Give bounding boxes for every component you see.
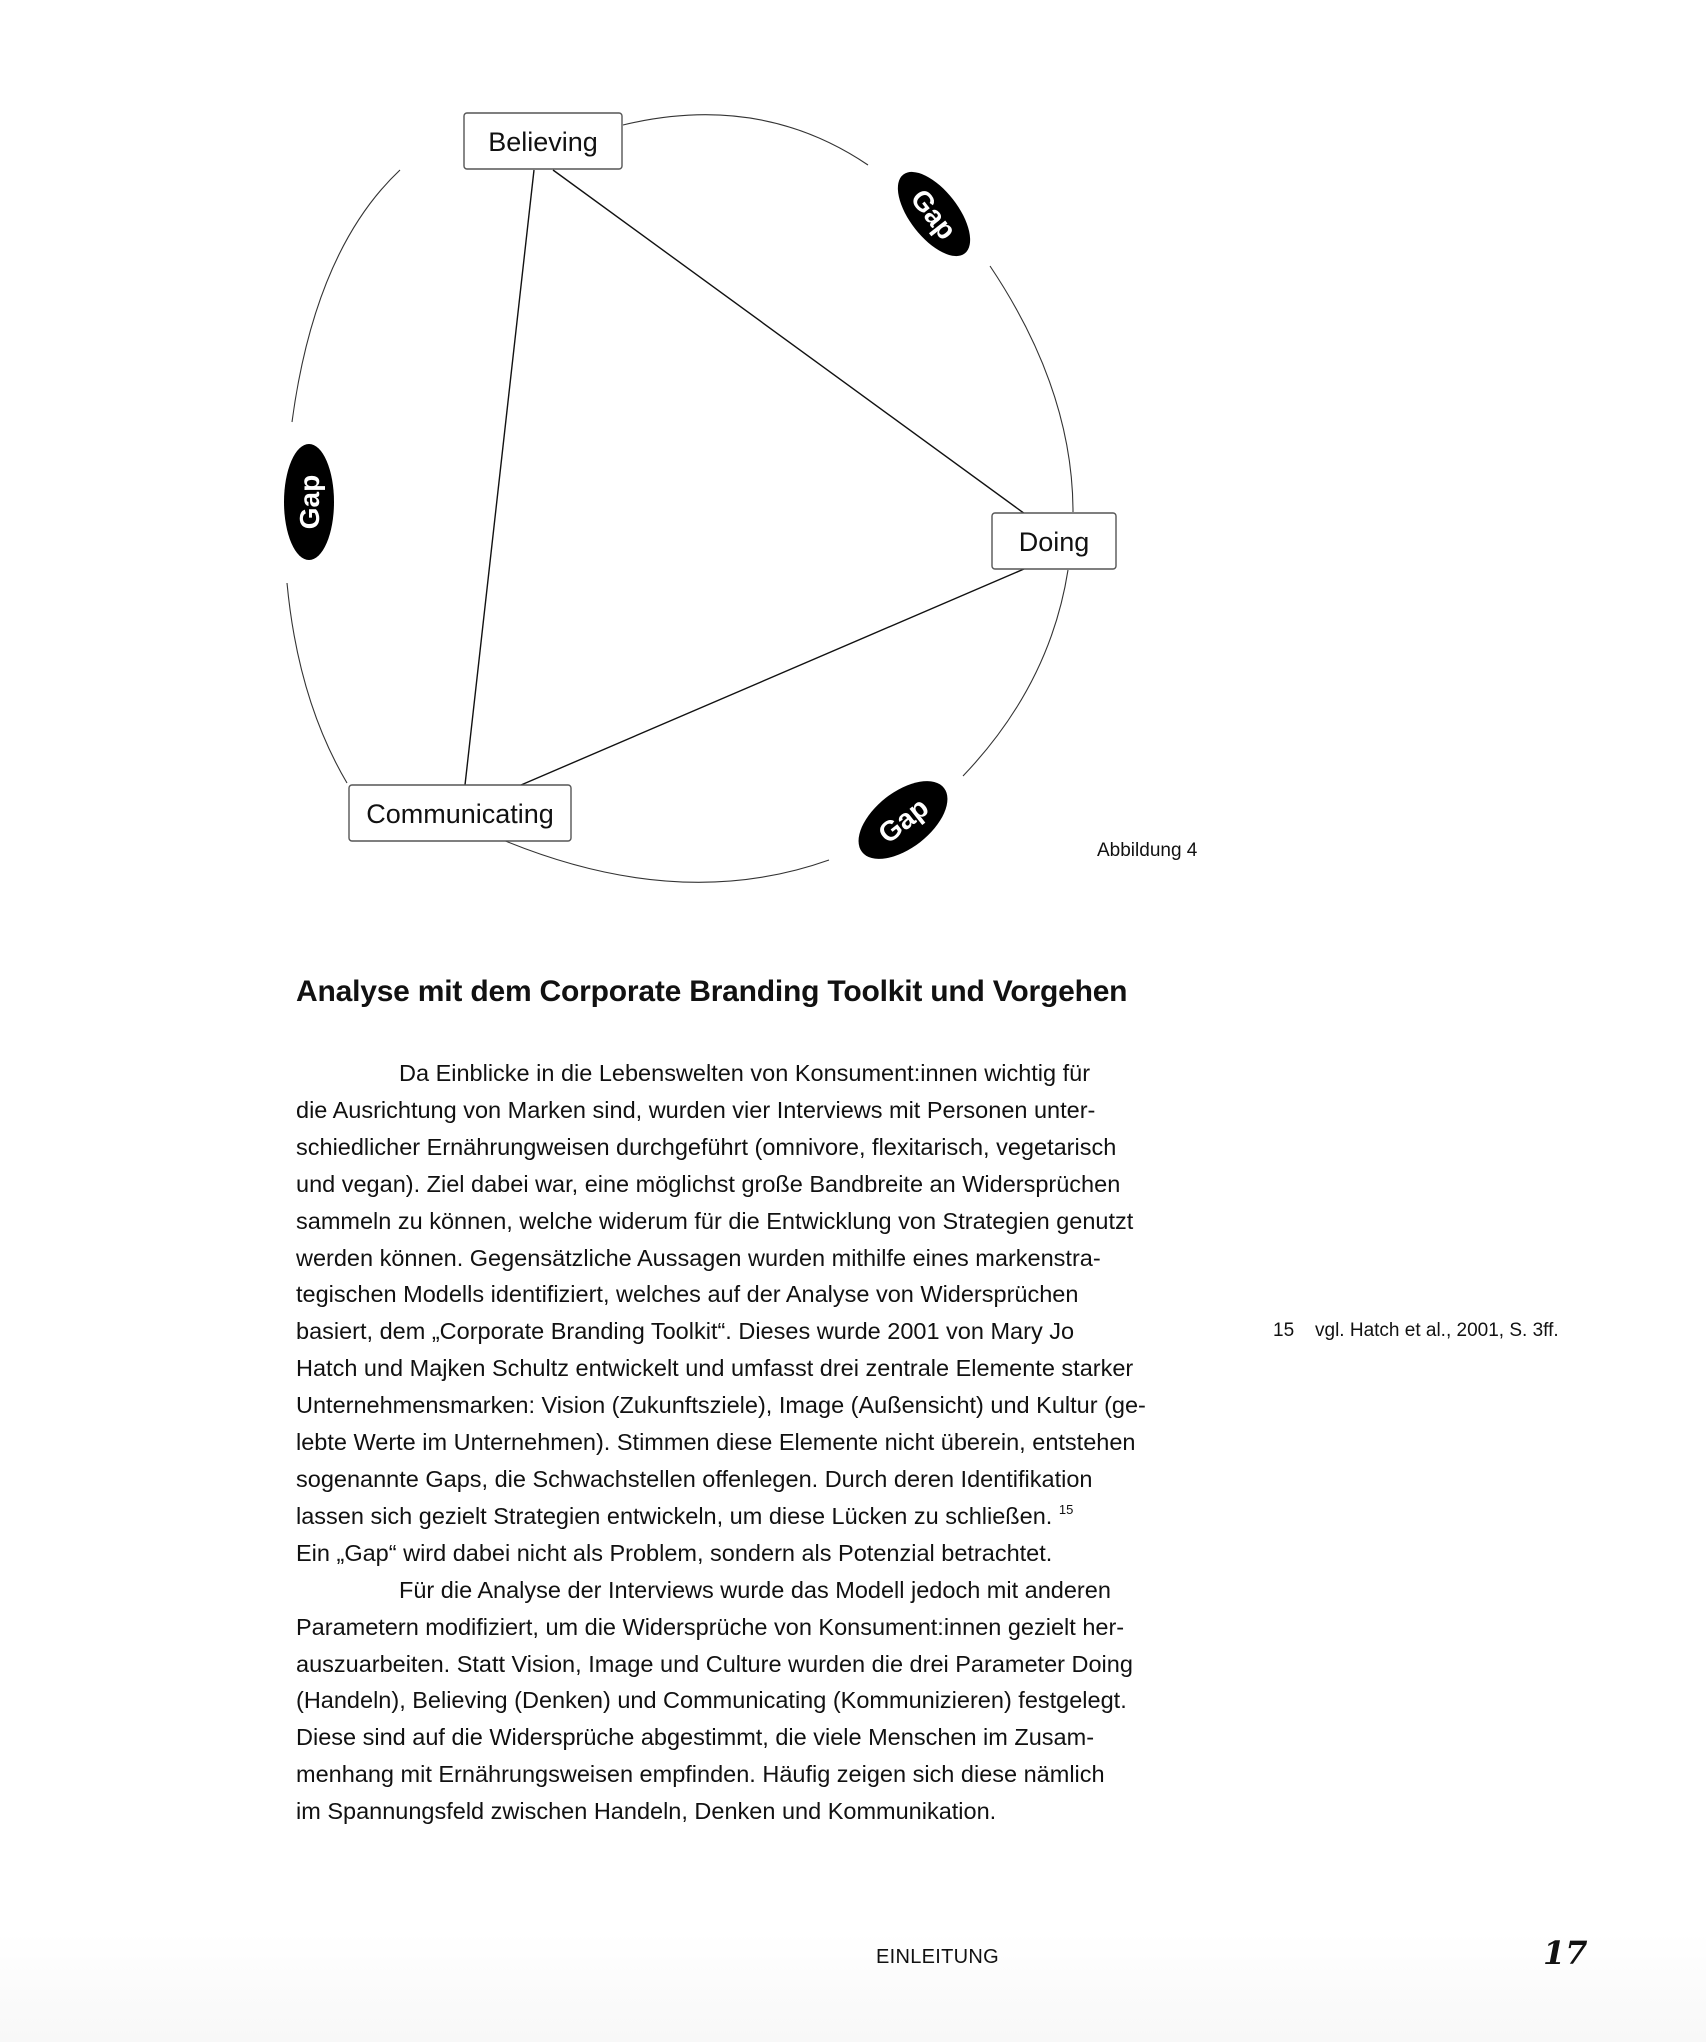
gap-model-diagram	[0, 0, 1706, 900]
node-believing-label: Believing	[488, 127, 598, 157]
paragraph-1-line: Ein „Gap“ wird dabei nicht als Problem, sondern als Potenzial betrachtet.	[296, 1539, 1053, 1566]
page-number: 17	[1543, 1934, 1588, 1972]
node-doing-label: Doing	[1018, 527, 1090, 557]
paragraph-1-line: Hatch und Majken Schultz entwickelt und umfasst drei zentrale Elemente starker	[296, 1355, 1134, 1382]
paragraph-2-line: (Handeln), Believing (Denken) und Communicating (Kommunizieren) festgelegt.	[296, 1687, 1127, 1714]
footnote-number: 15	[1273, 1320, 1295, 1341]
node-communicating-label: Communicating	[366, 799, 554, 829]
edge-believing-communicating	[465, 170, 534, 785]
arc-communicating-to-gap3	[287, 583, 347, 783]
paragraph-1-line-text: lassen sich gezielt Strategien entwickeln, um diese Lücken zu schließen.	[296, 1502, 1053, 1529]
arc-gap3-to-believing	[292, 170, 400, 422]
node-communicating	[349, 785, 571, 841]
gap-marker-believing-doing	[884, 160, 983, 268]
paragraph-1-line: schiedlicher Ernährungweisen durchgeführt (omnivore, flexitarisch, vegetarisch	[296, 1133, 1117, 1160]
paragraph-1-line: die Ausrichtung von Marken sind, wurden vier Interviews mit Personen unter-	[296, 1096, 1096, 1123]
section-heading: Analyse mit dem Corporate Branding Toolkit und Vorgehen	[296, 975, 1128, 1008]
paragraph-2-line: menhang mit Ernährungsweisen empfinden. Häufig zeigen sich diese nämlich	[296, 1761, 1105, 1788]
footnote-reference[interactable]: 15	[1058, 1501, 1074, 1517]
model-triangle	[465, 170, 1025, 785]
paragraph-2-line: Parametern modifiziert, um die Widersprüche von Konsument:innen gezielt her-	[296, 1613, 1125, 1640]
paragraph-1-line: sammeln zu können, welche widerum für die Entwicklung von Strategien genutzt	[296, 1207, 1134, 1234]
paragraph-1-line: lebte Werte im Unternehmen). Stimmen diese Elemente nicht überein, entstehen	[296, 1429, 1136, 1456]
paragraph-1-line: Da Einblicke in die Lebenswelten von Konsument:innen wichtig für	[399, 1060, 1091, 1086]
footnote-text: vgl. Hatch et al., 2001, S. 3ff.	[1315, 1320, 1559, 1341]
paragraph-2-line: im Spannungsfeld zwischen Handeln, Denken und Kommunikation.	[296, 1798, 997, 1825]
gap-label: Gap	[872, 791, 935, 850]
arc-doing-to-gap2	[963, 570, 1068, 776]
body-text	[296, 1055, 1236, 1830]
paragraph-1-line-with-footnote	[296, 1498, 1236, 1535]
node-believing	[464, 113, 622, 169]
paragraph-1-line: Unternehmensmarken: Vision (Zukunftsziele), Image (Außensicht) und Kultur (ge-	[296, 1392, 1146, 1419]
gap-label: Gap	[904, 183, 963, 246]
paragraph-2-line: auszuarbeiten. Statt Vision, Image und Culture wurden die drei Parameter Doing	[296, 1650, 1133, 1677]
footnote	[1273, 1320, 1559, 1342]
page-background	[0, 1932, 1706, 2042]
paragraph-1-line: tegischen Modells identifiziert, welches auf der Analyse von Widersprüchen	[296, 1281, 1079, 1308]
figure-caption: Abbildung 4	[1097, 840, 1198, 861]
paragraph-1-line: basiert, dem „Corporate Branding Toolkit“. Dieses wurde 2001 von Mary Jo	[296, 1318, 1075, 1345]
paragraph-1-line: und vegan). Ziel dabei war, eine möglichst große Bandbreite an Widersprüchen	[296, 1170, 1121, 1197]
running-footer-title: EINLEITUNG	[876, 1946, 1000, 1968]
paragraph-1-line: werden können. Gegensätzliche Aussagen wurden mithilfe eines markenstra-	[296, 1244, 1101, 1271]
paragraph-2-line: Für die Analyse der Interviews wurde das Modell jedoch mit anderen	[399, 1576, 1111, 1603]
gap-label: Gap	[294, 474, 325, 530]
gap-marker-believing-communicating	[284, 444, 334, 560]
edge-doing-communicating	[521, 569, 1024, 785]
node-doing	[992, 513, 1116, 569]
paragraph-1-line: sogenannte Gaps, die Schwachstellen offenlegen. Durch deren Identifikation	[296, 1465, 1093, 1492]
arc-gap1-to-doing	[990, 266, 1073, 512]
arc-believing-to-gap1	[623, 115, 868, 165]
paragraph-2-line: Diese sind auf die Widersprüche abgestimmt, die viele Menschen im Zusam-	[296, 1724, 1095, 1751]
arc-gap2-to-communicating	[503, 840, 829, 882]
gap-marker-doing-communicating	[845, 766, 961, 874]
